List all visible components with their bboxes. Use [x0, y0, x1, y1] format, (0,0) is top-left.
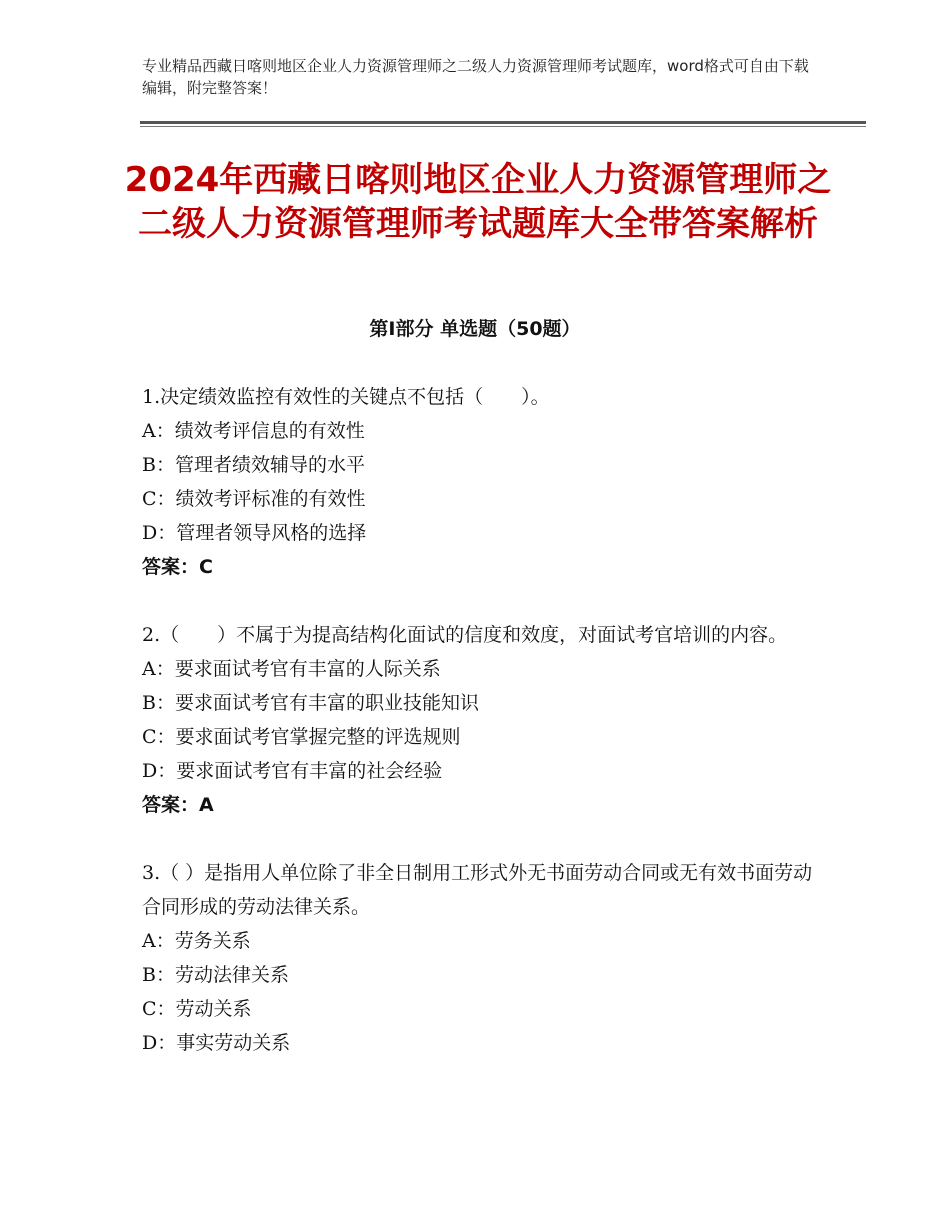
question-stem: 2.（ ）不属于为提高结构化面试的信度和效度，对面试考官培训的内容。	[142, 624, 788, 646]
answer-label: 答案：A	[142, 794, 214, 816]
option-a: A：要求面试考官有丰富的人际关系	[142, 658, 441, 680]
option-b: B：管理者绩效辅导的水平	[142, 454, 365, 476]
question-list	[142, 380, 822, 1094]
section-heading: 第Ⅰ部分 单选题（50题）	[369, 318, 581, 340]
answer-label: 答案：C	[142, 556, 213, 578]
option-b: B：要求面试考官有丰富的职业技能知识	[142, 692, 479, 714]
document-title: 2024年西藏日喀则地区企业人力资源管理师之二级人力资源管理师考试题库大全带答案解析	[124, 160, 832, 244]
option-a: A：绩效考评信息的有效性	[142, 420, 365, 442]
header-divider	[140, 121, 866, 124]
option-c: C：绩效考评标准的有效性	[142, 488, 366, 510]
question-1	[142, 380, 822, 584]
option-a: A：劳务关系	[142, 930, 251, 952]
option-c: C：劳动关系	[142, 998, 252, 1020]
option-d: D：管理者领导风格的选择	[142, 522, 367, 544]
option-c: C：要求面试考官掌握完整的评选规则	[142, 726, 461, 748]
question-3	[142, 856, 822, 1060]
option-b: B：劳动法律关系	[142, 964, 289, 986]
header-divider-thin	[140, 126, 866, 127]
question-stem: 3.（ ）是指用人单位除了非全日制用工形式外无书面劳动合同或无有效书面劳动合同形成的劳动法律关系。	[142, 862, 813, 918]
question-2	[142, 618, 822, 822]
option-d: D：要求面试考官有丰富的社会经验	[142, 760, 443, 782]
question-stem: 1.决定绩效监控有效性的关键点不包括（ ）。	[142, 386, 550, 408]
header-note: 专业精品西藏日喀则地区企业人力资源管理师之二级人力资源管理师考试题库，word格式可自由下载编辑，附完整答案！	[142, 57, 809, 97]
option-d: D：事实劳动关系	[142, 1032, 291, 1054]
